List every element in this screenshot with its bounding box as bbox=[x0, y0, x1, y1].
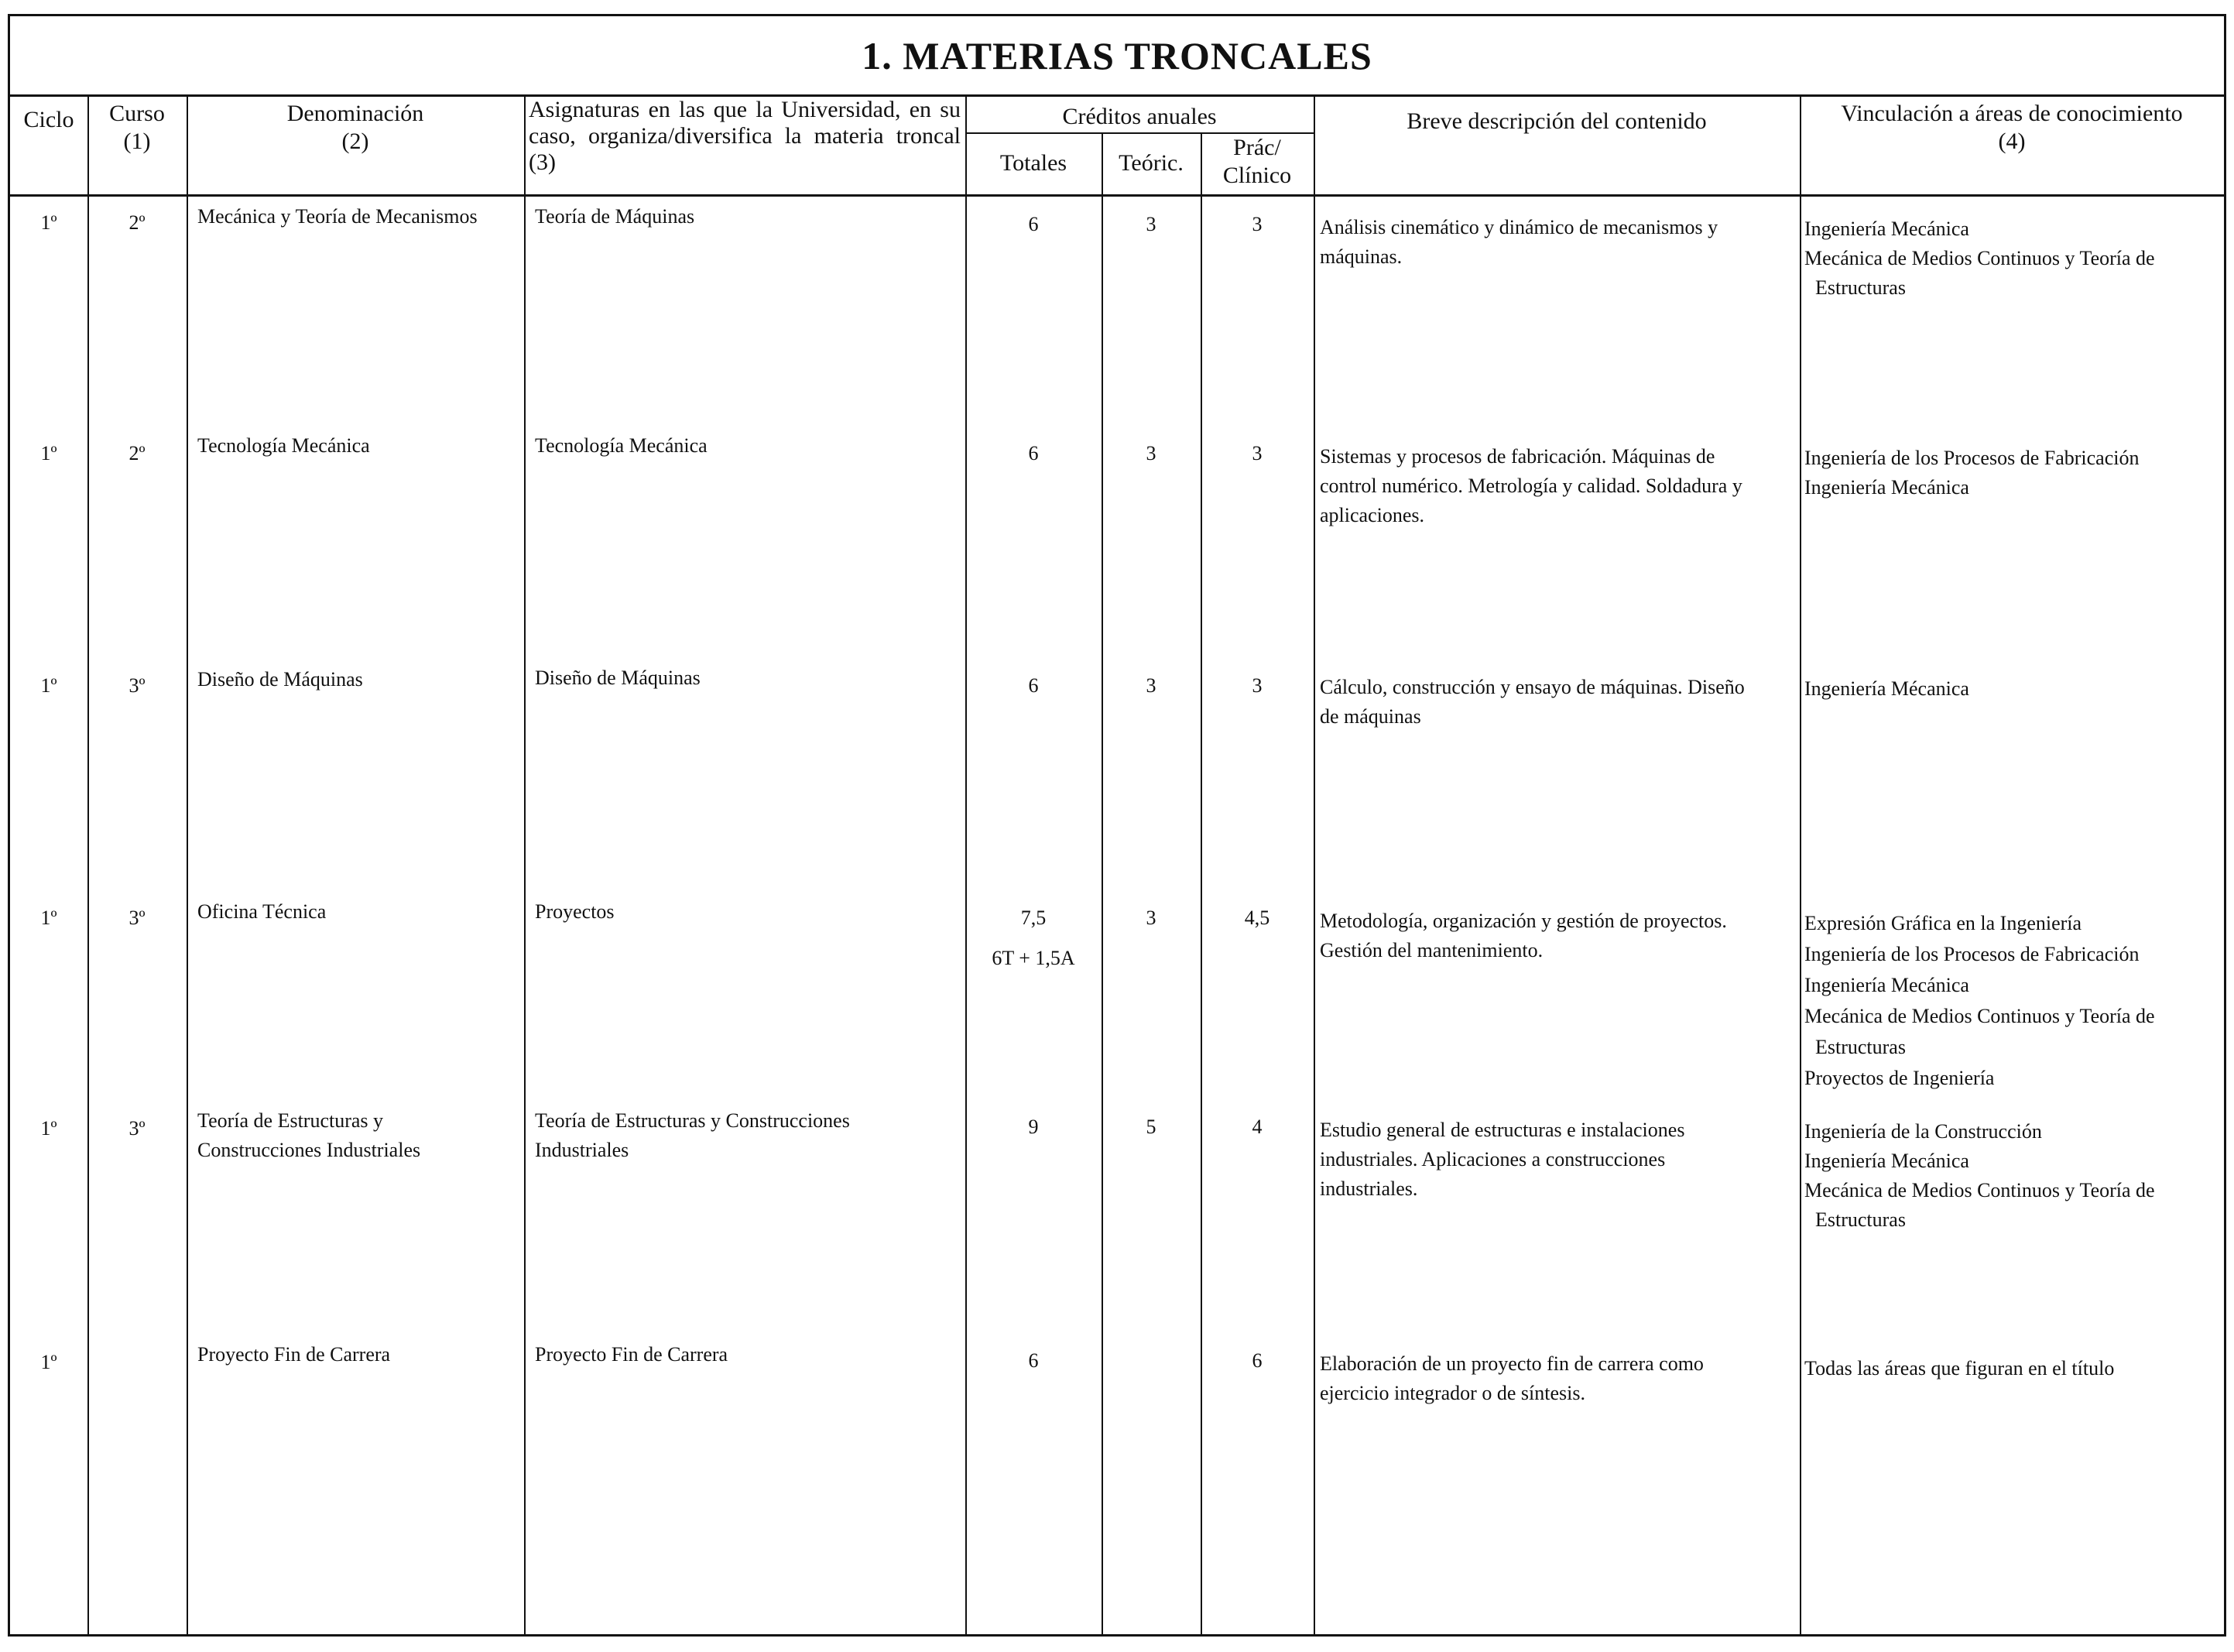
row-3-denominacion: Diseño de Máquinas bbox=[197, 668, 363, 691]
row-4-prac: 4,5 bbox=[1244, 907, 1270, 929]
vinculacion-item: Mecánica de Medios Continuos y Teoría de bbox=[1804, 247, 2155, 269]
header-totales: Totales bbox=[999, 150, 1067, 176]
row-3-vinculacion bbox=[1804, 674, 2222, 704]
vinculacion-item: Ingeniería Mecánica bbox=[1804, 476, 1969, 499]
row-3-curso: 3º bbox=[128, 674, 146, 697]
row-6-denominacion: Proyecto Fin de Carrera bbox=[197, 1343, 391, 1366]
col-divider bbox=[1800, 97, 1801, 1637]
vinculacion-item: Ingeniería de los Procesos de Fabricación bbox=[1804, 943, 2140, 965]
row-2-vinculacion bbox=[1804, 444, 2222, 502]
header-curso: Curso (1) bbox=[109, 101, 165, 154]
row-6-descripcion: Elaboración de un proyecto fin de carrera como ejercicio integrador o de síntesis. bbox=[1320, 1352, 1704, 1404]
row-1-denominacion: Mecánica y Teoría de Mecanismos bbox=[197, 205, 478, 228]
row-3-totales: 6 bbox=[1028, 674, 1039, 697]
row-1-teoric: 3 bbox=[1146, 213, 1156, 235]
row-6-totales: 6 bbox=[1028, 1349, 1039, 1372]
row-5-prac: 4 bbox=[1252, 1116, 1263, 1138]
row-2-asignatura: Tecnología Mecánica bbox=[535, 434, 708, 457]
document-title: 1. MATERIAS TRONCALES bbox=[10, 16, 2224, 97]
vinculacion-item: Ingeniería Mecánica bbox=[1804, 974, 1969, 996]
row-1-prac: 3 bbox=[1252, 213, 1263, 235]
row-2-teoric: 3 bbox=[1146, 442, 1156, 464]
row-5-descripcion: Estudio general de estructuras e instalaciones industriales. Aplicaciones a construcciones industriales. bbox=[1320, 1119, 1685, 1200]
vinculacion-item: Estructuras bbox=[1815, 1208, 1906, 1231]
row-4-totales: 7,5 bbox=[1020, 907, 1047, 929]
row-4-denominacion: Oficina Técnica bbox=[197, 900, 327, 923]
header-creditos-anuales: Créditos anuales bbox=[1062, 104, 1217, 129]
row-3-descripcion: Cálculo, construcción y ensayo de máquinas. Diseño de máquinas bbox=[1320, 676, 1745, 728]
row-5-curso: 3º bbox=[128, 1117, 146, 1140]
vinculacion-item: Ingeniería Mecánica bbox=[1804, 1150, 1969, 1172]
row-6-vinculacion bbox=[1804, 1354, 2222, 1383]
vinculacion-item: Estructuras bbox=[1815, 276, 1906, 299]
col-divider bbox=[1102, 132, 1103, 1637]
vinculacion-item: Ingeniería de la Construcción bbox=[1804, 1120, 2042, 1143]
row-2-denominacion: Tecnología Mecánica bbox=[197, 434, 370, 457]
col-divider bbox=[1201, 132, 1202, 1637]
row-5-ciclo: 1º bbox=[40, 1117, 57, 1140]
row-4-ciclo: 1º bbox=[40, 907, 57, 929]
row-5-totales: 9 bbox=[1028, 1116, 1039, 1138]
row-5-teoric: 5 bbox=[1146, 1116, 1156, 1138]
vinculacion-item: Ingeniería Mecánica bbox=[1804, 218, 1969, 240]
row-6-asignatura: Proyecto Fin de Carrera bbox=[535, 1343, 728, 1366]
row-2-totales: 6 bbox=[1028, 442, 1039, 464]
col-divider bbox=[1314, 97, 1315, 1637]
row-3-asignatura: Diseño de Máquinas bbox=[535, 667, 701, 689]
materias-troncales-table bbox=[8, 14, 2226, 1637]
vinculacion-item: Proyectos de Ingeniería bbox=[1804, 1067, 1995, 1089]
col-divider bbox=[187, 97, 188, 1637]
header-teoric: Teóric. bbox=[1119, 150, 1184, 176]
row-4-totales-breakdown: 6T + 1,5A bbox=[992, 947, 1075, 969]
row-1-descripcion: Análisis cinemático y dinámico de mecanismos y máquinas. bbox=[1320, 216, 1718, 268]
col-divider bbox=[965, 97, 967, 1637]
row-1-ciclo: 1º bbox=[40, 211, 57, 234]
header-prac-clinico: Prác/ Clínico bbox=[1222, 135, 1292, 188]
row-2-descripcion: Sistemas y procesos de fabricación. Máquinas de control numérico. Metrología y calidad. Soldadura y aplicaciones. bbox=[1320, 445, 1742, 526]
row-3-prac: 3 bbox=[1252, 674, 1263, 697]
row-1-vinculacion bbox=[1804, 214, 2222, 303]
header-descripcion: Breve descripción del contenido bbox=[1407, 108, 1707, 134]
vinculacion-item: Expresión Gráfica en la Ingeniería bbox=[1804, 912, 2082, 934]
row-2-ciclo: 1º bbox=[40, 442, 57, 464]
row-1-curso: 2º bbox=[128, 211, 146, 234]
row-3-teoric: 3 bbox=[1146, 674, 1156, 697]
row-2-curso: 2º bbox=[128, 442, 146, 464]
row-4-asignatura: Proyectos bbox=[535, 900, 615, 923]
vinculacion-item: Ingeniería de los Procesos de Fabricación bbox=[1804, 447, 2140, 469]
col-divider bbox=[524, 97, 526, 1637]
row-6-ciclo: 1º bbox=[40, 1351, 57, 1373]
row-1-asignatura: Teoría de Máquinas bbox=[535, 205, 695, 228]
row-5-vinculacion bbox=[1804, 1117, 2222, 1235]
col-divider bbox=[87, 97, 89, 1637]
vinculacion-item: Estructuras bbox=[1815, 1036, 1906, 1058]
header-vinculacion: Vinculación a áreas de conocimiento (4) bbox=[1841, 101, 2183, 154]
vinculacion-item: Todas las áreas que figuran en el título bbox=[1804, 1357, 2115, 1380]
row-2-prac: 3 bbox=[1252, 442, 1263, 464]
vinculacion-item: Ingeniería Mécanica bbox=[1804, 677, 1969, 700]
row-1-totales: 6 bbox=[1028, 213, 1039, 235]
row-5-asignatura: Teoría de Estructuras y Construcciones Industriales bbox=[535, 1109, 850, 1161]
header-denominacion: Denominación (2) bbox=[286, 101, 424, 154]
row-4-descripcion: Metodología, organización y gestión de proyectos. Gestión del mantenimiento. bbox=[1320, 910, 1727, 961]
header-ciclo: Ciclo bbox=[23, 107, 74, 132]
row-3-ciclo: 1º bbox=[40, 674, 57, 697]
row-4-curso: 3º bbox=[128, 907, 146, 929]
vinculacion-item: Mecánica de Medios Continuos y Teoría de bbox=[1804, 1179, 2155, 1201]
row-6-prac: 6 bbox=[1252, 1349, 1263, 1372]
vinculacion-item: Mecánica de Medios Continuos y Teoría de bbox=[1804, 1005, 2155, 1027]
row-4-teoric: 3 bbox=[1146, 907, 1156, 929]
header-bottom-line bbox=[10, 194, 2224, 197]
row-5-denominacion: Teoría de Estructuras y Construcciones Industriales bbox=[197, 1109, 421, 1161]
row-4-vinculacion bbox=[1804, 908, 2222, 1094]
header-asignaturas: Asignaturas en las que la Universidad, en su caso, organiza/diversifica la materia troncal (3) bbox=[529, 97, 961, 175]
